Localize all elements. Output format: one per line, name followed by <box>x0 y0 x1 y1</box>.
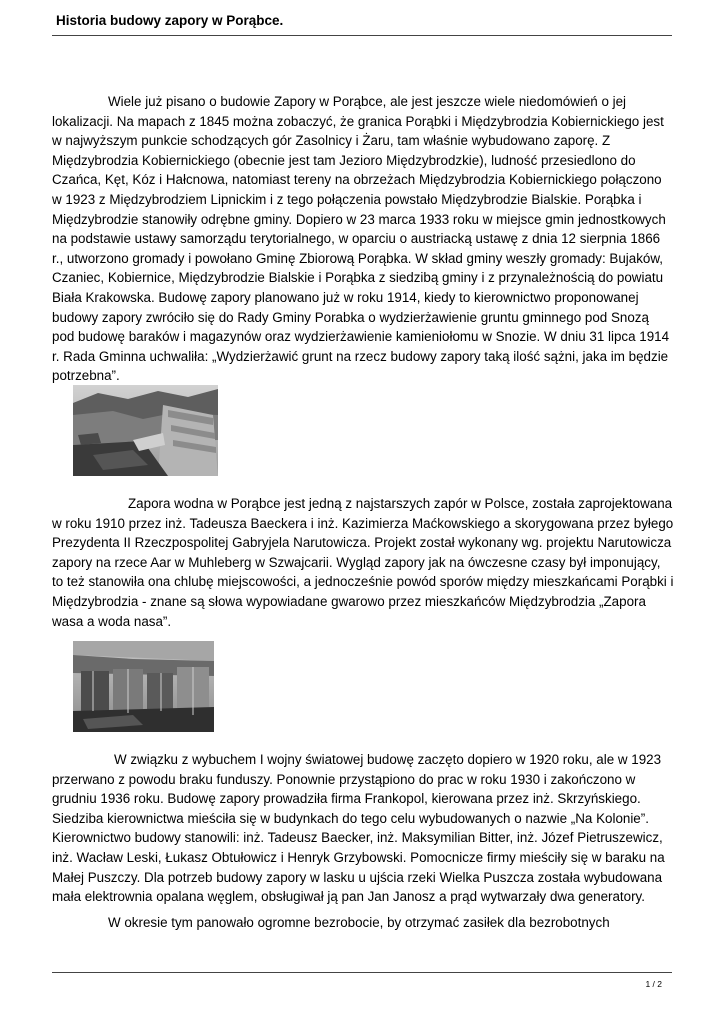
paragraph-lokalizacja: Wiele już pisano o budowie Zapory w Porąbce, ale jest jeszcze wiele niedomówień o jej lokalizacji. Na mapach z 1845 można zobaczyć, że granica Porąbki i Międzybrodzia Kobiernickiego jest w najwyższym punkcie schodzących gór Zasolnicy i Żaru, tam właśnie wybudowano zaporę. Z Międzybrodzia Kobiernickiego (obecnie jest tam Jezioro Międzybrodzkie), ludność przesiedlono do Czańca, Kęt, Kóz i Hałcnowa, natomiast tereny na obrzeżach Międzybrodzia Kobiernickiego połączono w 1923 z Międzybrodziem Lipnickim i z tego połączenia powstało Międzybrodzie Bialskie. Porąbka i Międzybrodzie stanowiły odrębne gminy. Dopiero w 23 marca 1933 roku w miejsce gmin jednostkowych na podstawie ustawy samorządu terytorialnego, w oparciu o austriacką ustawę z dnia 12 sierpnia 1866 r., utworzono gromady i powołano Gminę Zbiorową Porąbka. W skład gminy weszły gromady: Bujaków, Czaniec, Kobiernice, Międzybrodzie Bialskie i Porąbka z siedzibą gminy i z przynależnością do powiatu Biała Krakowska. Budowę zapory planowano już w roku 1914, kiedy to kierownictwo proponowanej budowy zapory zwróciło się do Rady Gminy Porabka o wydzierżawienie gruntu gminnego pod Snozą pod budowę baraków i magazynów oraz wydzierżawienie kamieniołomu w Snozie. W dniu 31 lipca 1914 r. Rada Gminna uchwaliła: „Wydzierżawić grunt na rzecz budowy zapory taką ilość sążni, jaka im będzie potrzebna”. <box>52 94 670 384</box>
header-divider <box>52 35 672 36</box>
photo-dam-construction-1 <box>73 385 218 476</box>
document-title: Historia budowy zapory w Porąbce. <box>56 13 284 28</box>
page-number: 1 / 2 <box>645 979 662 989</box>
paragraph-przebieg-budowy: W związku z wybuchem I wojny światowej budowę zaczęto dopiero w 1920 roku, ale w 1923 przerwano z powodu braku funduszy. Ponownie przystąpiono do prac w roku 1930 i zakończono w grudniu 1936 roku. Budowę zapory prowadziła firma Frankopol, kierowana przez inż. Skrzyńskiego. Siedziba kierownictwa mieściła się w budynkach do tego celu wybudowanych o nazwie „Na Kolonie”. Kierownictwo budowy stanowili: inż. Tadeusz Baecker, inż. Maksymilian Bitter, inż. Józef Pietruszewicz, inż. Wacław Leski, Łukasz Obtułowicz i Henryk Grzybowski. Pomocnicze firmy mieściły się w baraku na Małej Puszczy. Dla potrzeb budowy zapory w lasku u ujścia rzeki Wielka Puszcza została wybudowana mała elektrownia opalana węglem, obsługiwał ją pan Jan Janosz a prąd wytwarzały dwa generatory. <box>52 752 665 905</box>
paragraph-projekt: Zapora wodna w Porąbce jest jedną z najstarszych zapór w Polsce, została zaprojektowana w roku 1910 przez inż. Tadeusza Baeckera i inż. Kazimierza Maćkowskiego a skorygowana przez byłego Prezydenta II Rzeczpospolitej Gabryjela Narutowicza. Projekt został wykonany wg. projektu Narutowicza zapory na rzece Aar w Muhleberg w Szwajcarii. Wygląd zapory jak na ówczesne czasy był imponujący, to też stanowiła ona chlubę miejscowości, a jednocześnie powód sporów między mieszkańcami Porąbki i Międzybrodzia - znane są słowa wypowiadane gwarowo przez mieszkańców Międzybrodzia „Zapora wasa a woda nasa”. <box>52 496 674 629</box>
footer-divider <box>52 972 672 973</box>
paragraph-bezrobocie: W okresie tym panowało ogromne bezrobocie, by otrzymać zasiłek dla bezrobotnych <box>108 915 610 930</box>
photo-dam-construction-2 <box>73 641 214 732</box>
